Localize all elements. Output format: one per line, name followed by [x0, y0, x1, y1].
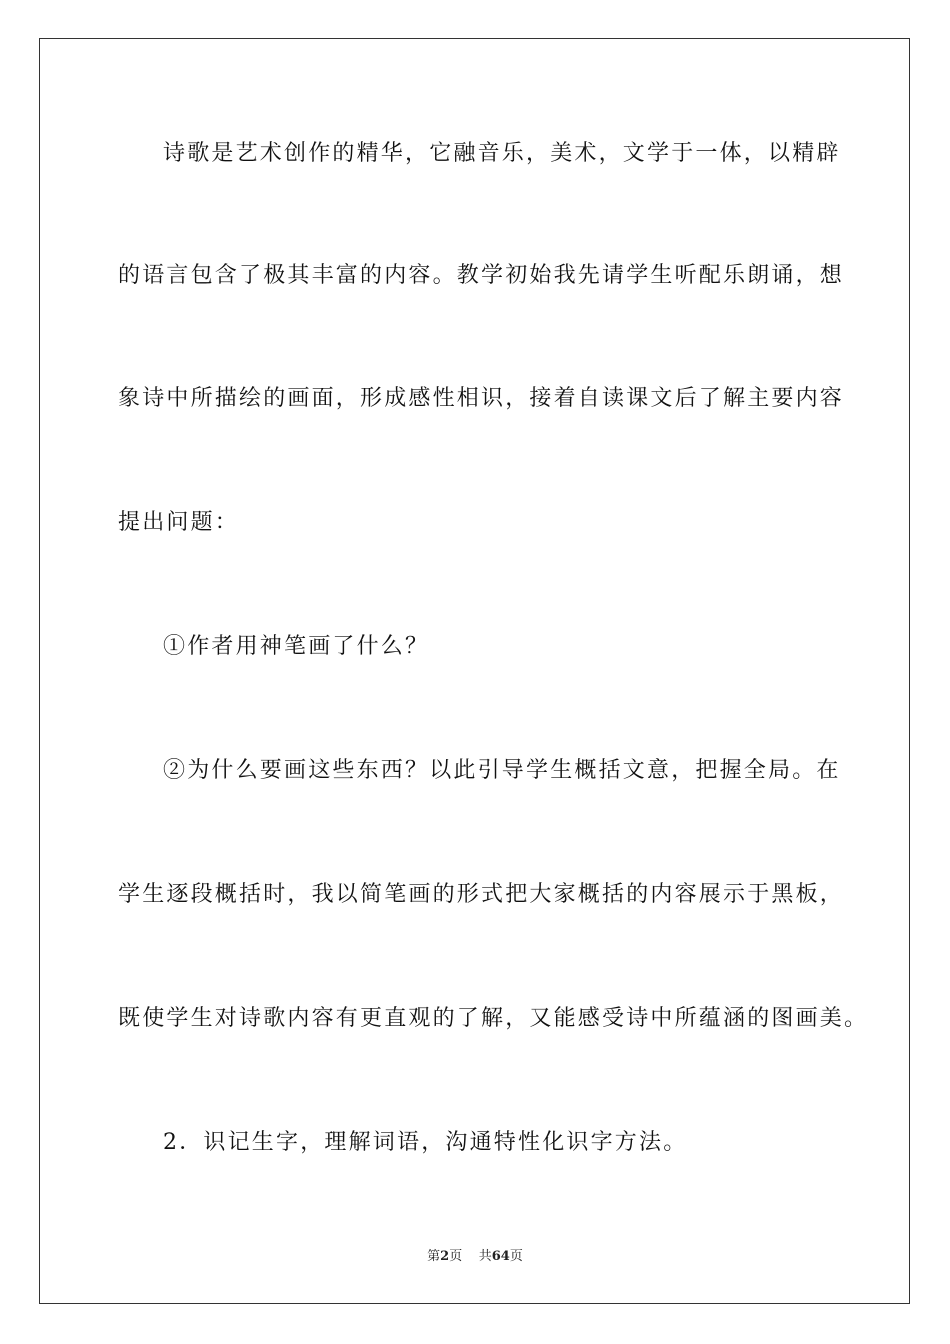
paragraph-line-3: 象诗中所描绘的画面，形成感性相识，接着自读课文后了解主要内容 [118, 386, 845, 411]
page-footer [0, 1248, 950, 1266]
footer-page-current: 2 [440, 1249, 450, 1264]
paragraph-line-8: 既使学生对诗歌内容有更直观的了解，又能感受诗中所蕴涵的图画美。 [118, 1006, 869, 1031]
question-1-line: ①作者用神笔画了什么？ [163, 634, 430, 659]
question-2-line: ②为什么要画这些东西？以此引导学生概括文意，把握全局。在 [163, 758, 841, 783]
footer-page-total: 64 [491, 1249, 510, 1264]
footer-page-suffix: 页 [449, 1249, 463, 1264]
paragraph-line-4: 提出问题： [118, 510, 240, 535]
section-2-heading: 2．识记生字，理解词语，沟通特性化识字方法。 [163, 1130, 688, 1155]
paragraph-line-7: 学生逐段概括时，我以简笔画的形式把大家概括的内容展示于黑板， [118, 882, 845, 907]
footer-page-prefix: 第 [427, 1249, 441, 1264]
paragraph-line-1: 诗歌是艺术创作的精华，它融音乐，美术，文学于一体，以精辟 [163, 141, 841, 166]
page-border [39, 38, 910, 1304]
footer-total-prefix: 共 [478, 1249, 492, 1264]
paragraph-line-2: 的语言包含了极其丰富的内容。教学初始我先请学生听配乐朗诵，想 [118, 263, 845, 288]
footer-total-suffix: 页 [509, 1249, 523, 1264]
